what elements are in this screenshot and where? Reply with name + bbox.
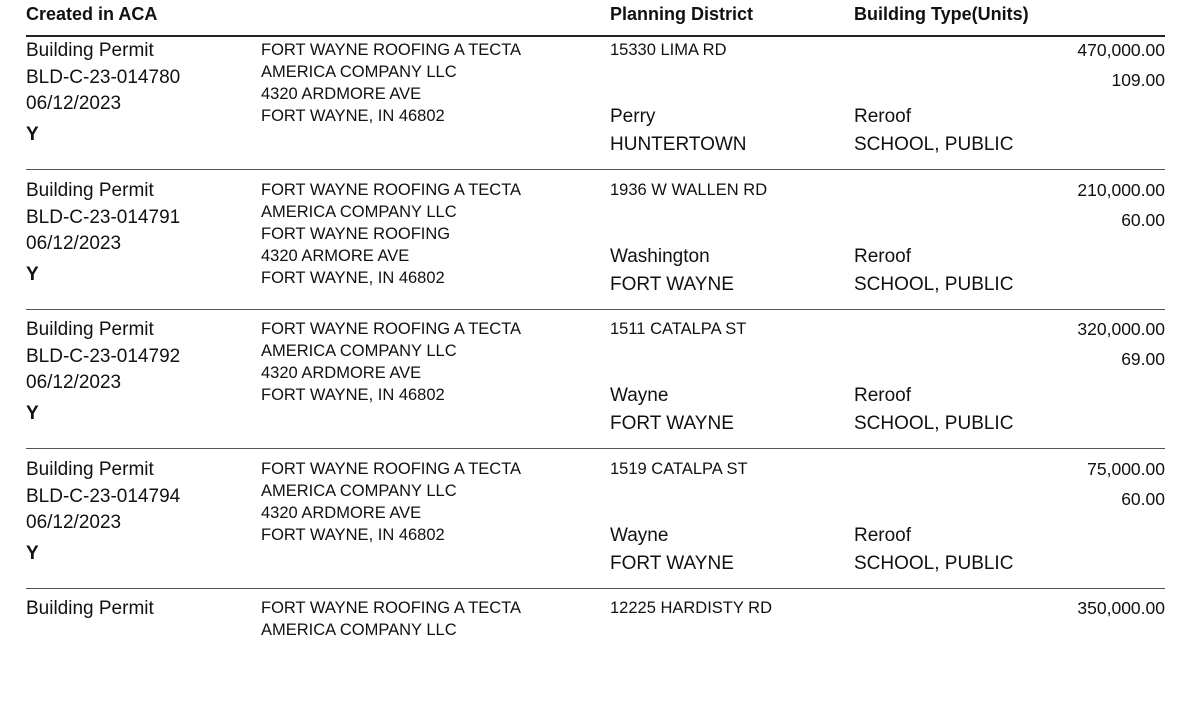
contractor-line: 4320 ARDMORE AVE — [261, 503, 422, 522]
issue-date: 06/12/2023 — [26, 372, 122, 393]
issue-date: 06/12/2023 — [26, 511, 122, 533]
created-in-aca-flag: Y — [26, 263, 39, 285]
contractor-block — [261, 318, 521, 406]
site-address: 1519 CATALPA ST — [610, 459, 748, 478]
permit-number: BLD-C-23-014780 — [26, 67, 181, 88]
site-address: 15330 LIMA RD — [610, 41, 727, 59]
valuation: 470,000.00 — [1077, 40, 1165, 60]
header-created-in-aca: Created in ACA — [26, 4, 158, 24]
permit-type: Building Permit — [26, 458, 154, 480]
building-type: SCHOOL, PUBLIC — [854, 413, 1014, 434]
permit-row — [0, 449, 1200, 589]
units: 60.00 — [1121, 488, 1165, 509]
contractor-line: 4320 ARDMORE AVE — [261, 85, 422, 103]
permit-type: Building Permit — [26, 598, 154, 619]
contractor-line: FORT WAYNE, IN 46802 — [261, 268, 445, 287]
units: 60.00 — [1121, 209, 1165, 230]
contractor-line: AMERICA COMPANY LLC — [261, 342, 457, 360]
contractor-line: 4320 ARDMORE AVE — [261, 364, 422, 382]
contractor-line: FORT WAYNE, IN 46802 — [261, 386, 445, 404]
created-in-aca-flag: Y — [26, 403, 39, 424]
city: FORT WAYNE — [610, 273, 734, 295]
contractor-block — [261, 597, 521, 641]
permit-row — [0, 30, 1200, 170]
contractor-line: FORT WAYNE, IN 46802 — [261, 107, 445, 125]
valuation: 350,000.00 — [1077, 598, 1165, 618]
issue-date: 06/12/2023 — [26, 93, 122, 114]
header-planning-district: Planning District — [610, 4, 754, 24]
header-building-type: Building Type(Units) — [854, 4, 1029, 24]
permit-type: Building Permit — [26, 319, 154, 340]
planning-district: Wayne — [610, 385, 669, 406]
units: 109.00 — [1111, 70, 1165, 90]
valuation: 320,000.00 — [1077, 319, 1165, 339]
permit-type: Building Permit — [26, 179, 154, 201]
contractor-line: FORT WAYNE, IN 46802 — [261, 525, 445, 544]
work-type: Reroof — [854, 106, 912, 127]
city: HUNTERTOWN — [610, 134, 747, 155]
contractor-line: 4320 ARMORE AVE — [261, 246, 410, 265]
site-address: 1936 W WALLEN RD — [610, 180, 768, 199]
permit-number: BLD-C-23-014794 — [26, 485, 181, 507]
work-type: Reroof — [854, 245, 912, 267]
contractor-block — [261, 39, 521, 127]
permit-type: Building Permit — [26, 40, 154, 61]
planning-district: Washington — [610, 245, 710, 267]
contractor-line: FORT WAYNE ROOFING A TECTA — [261, 599, 522, 617]
contractor-block — [261, 179, 521, 289]
valuation: 210,000.00 — [1077, 179, 1165, 200]
building-type: SCHOOL, PUBLIC — [854, 134, 1014, 155]
site-address: 12225 HARDISTY RD — [610, 599, 773, 617]
permit-number: BLD-C-23-014791 — [26, 206, 181, 228]
permit-row — [0, 309, 1200, 449]
work-type: Reroof — [854, 524, 912, 546]
contractor-line: AMERICA COMPANY LLC — [261, 621, 457, 639]
contractor-line: FORT WAYNE ROOFING — [261, 224, 451, 243]
city: FORT WAYNE — [610, 413, 734, 434]
permit-number: BLD-C-23-014792 — [26, 346, 181, 367]
permit-row — [0, 588, 1200, 728]
contractor-line: FORT WAYNE ROOFING A TECTA — [261, 41, 522, 59]
contractor-line: AMERICA COMPANY LLC — [261, 63, 457, 81]
building-type: SCHOOL, PUBLIC — [854, 273, 1014, 295]
contractor-line: FORT WAYNE ROOFING A TECTA — [261, 180, 522, 199]
planning-district: Perry — [610, 106, 656, 127]
contractor-line: FORT WAYNE ROOFING A TECTA — [261, 320, 522, 338]
contractor-line: AMERICA COMPANY LLC — [261, 202, 457, 221]
permit-row — [0, 170, 1200, 310]
contractor-block — [261, 458, 521, 546]
contractor-line: FORT WAYNE ROOFING A TECTA — [261, 459, 522, 478]
building-type: SCHOOL, PUBLIC — [854, 552, 1014, 574]
site-address: 1511 CATALPA ST — [610, 320, 747, 338]
created-in-aca-flag: Y — [26, 542, 39, 564]
contractor-line: AMERICA COMPANY LLC — [261, 481, 457, 500]
issue-date: 06/12/2023 — [26, 232, 122, 254]
units: 69.00 — [1121, 349, 1165, 369]
work-type: Reroof — [854, 385, 912, 406]
created-in-aca-flag: Y — [26, 124, 39, 145]
planning-district: Wayne — [610, 524, 669, 546]
valuation: 75,000.00 — [1087, 458, 1165, 479]
city: FORT WAYNE — [610, 552, 734, 574]
